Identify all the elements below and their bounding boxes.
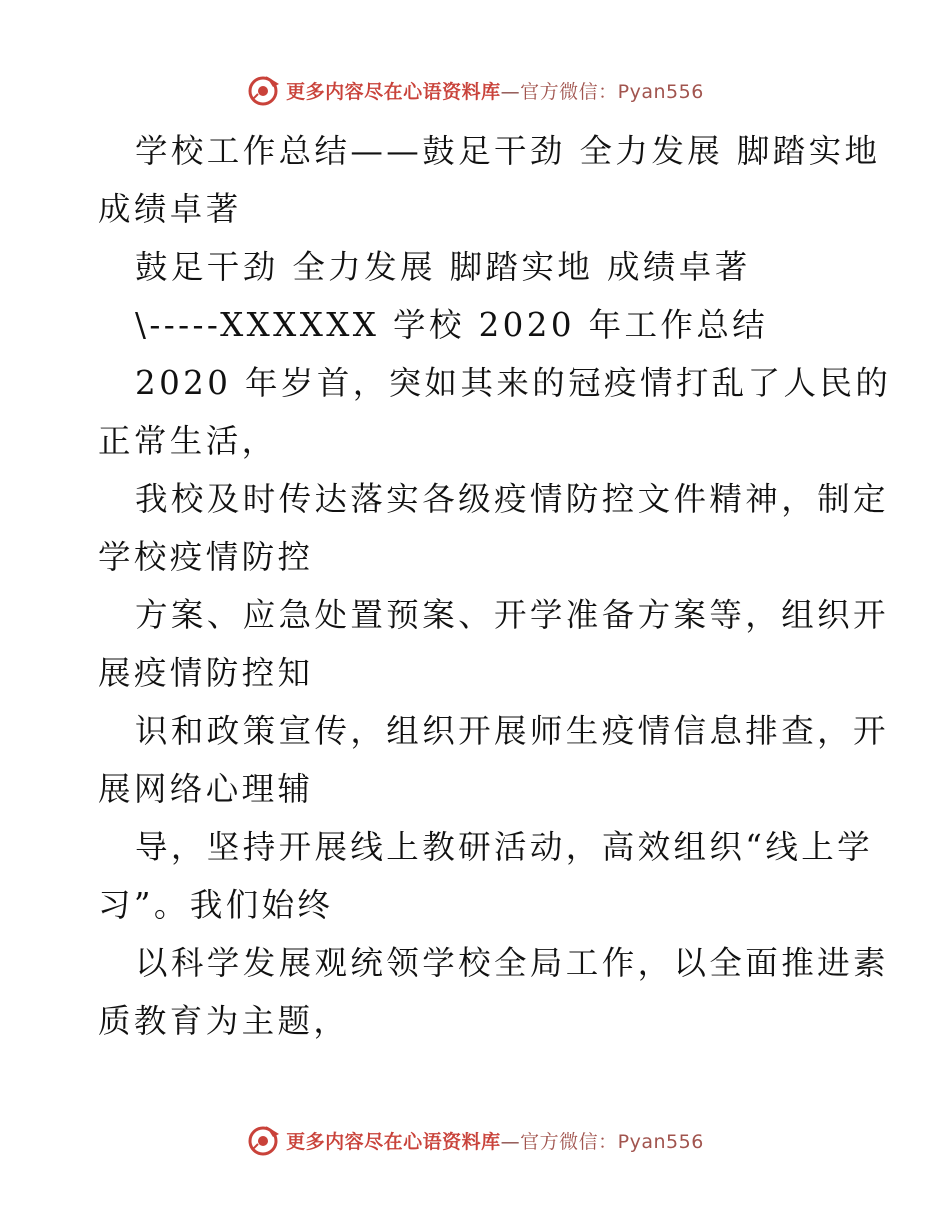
paragraph-line: 以科学发展观统领学校全局工作，以全面推进素 xyxy=(135,944,889,982)
watermark-brand: 更多内容尽在心语资料库 xyxy=(286,80,501,103)
watermark-separator: — xyxy=(500,1130,521,1153)
paragraph-line: 习”。我们始终 xyxy=(98,886,334,924)
paragraph-line: 2020 年岁首，突如其来的冠疫情打乱了人民的 xyxy=(135,364,892,402)
header-watermark xyxy=(0,70,950,110)
paragraph xyxy=(98,934,889,1050)
paragraph-line: 正常生活， xyxy=(98,422,278,460)
paragraph-line: 学校工作总结——鼓足干劲 全力发展 脚踏实地 xyxy=(135,132,881,170)
watermark-text xyxy=(286,1127,704,1154)
footer-watermark xyxy=(0,1120,950,1160)
paragraph xyxy=(98,586,889,702)
paragraph xyxy=(98,122,881,238)
paragraph-line: 展疫情防控知 xyxy=(98,654,314,692)
paragraph xyxy=(98,818,874,934)
stamp-logo-icon xyxy=(246,72,282,108)
paragraph-line: 学校疫情防控 xyxy=(98,538,314,576)
paragraph xyxy=(98,354,892,470)
paragraph-line: 成绩卓著 xyxy=(98,190,242,228)
paragraph-line: 方案、应急处置预案、开学准备方案等，组织开 xyxy=(135,596,889,634)
paragraph-line: 展网络心理辅 xyxy=(98,770,314,808)
watermark-contact: 官方微信：Pyan556 xyxy=(520,80,704,103)
watermark-contact: 官方微信：Pyan556 xyxy=(520,1130,704,1153)
paragraph-line: 导，坚持开展线上教研活动，高效组织“线上学 xyxy=(135,828,874,866)
document-body xyxy=(98,122,892,1050)
paragraph xyxy=(98,702,889,818)
paragraph-line: 我校及时传达落实各级疫情防控文件精神，制定 xyxy=(135,480,889,518)
watermark-separator: — xyxy=(500,80,521,103)
paragraph xyxy=(98,238,858,296)
paragraph-line: \-----XXXXXX 学校 2020 年工作总结 xyxy=(135,306,769,344)
paragraph-line: 质教育为主题， xyxy=(98,1002,350,1040)
stamp-logo-icon xyxy=(246,1122,282,1158)
watermark-brand: 更多内容尽在心语资料库 xyxy=(286,1130,501,1153)
paragraph-line: 识和政策宣传，组织开展师生疫情信息排查，开 xyxy=(135,712,889,750)
paragraph-line: 鼓足干劲 全力发展 脚踏实地 成绩卓著 xyxy=(135,248,751,286)
paragraph xyxy=(98,296,858,354)
paragraph xyxy=(98,470,889,586)
watermark-text xyxy=(286,77,704,104)
